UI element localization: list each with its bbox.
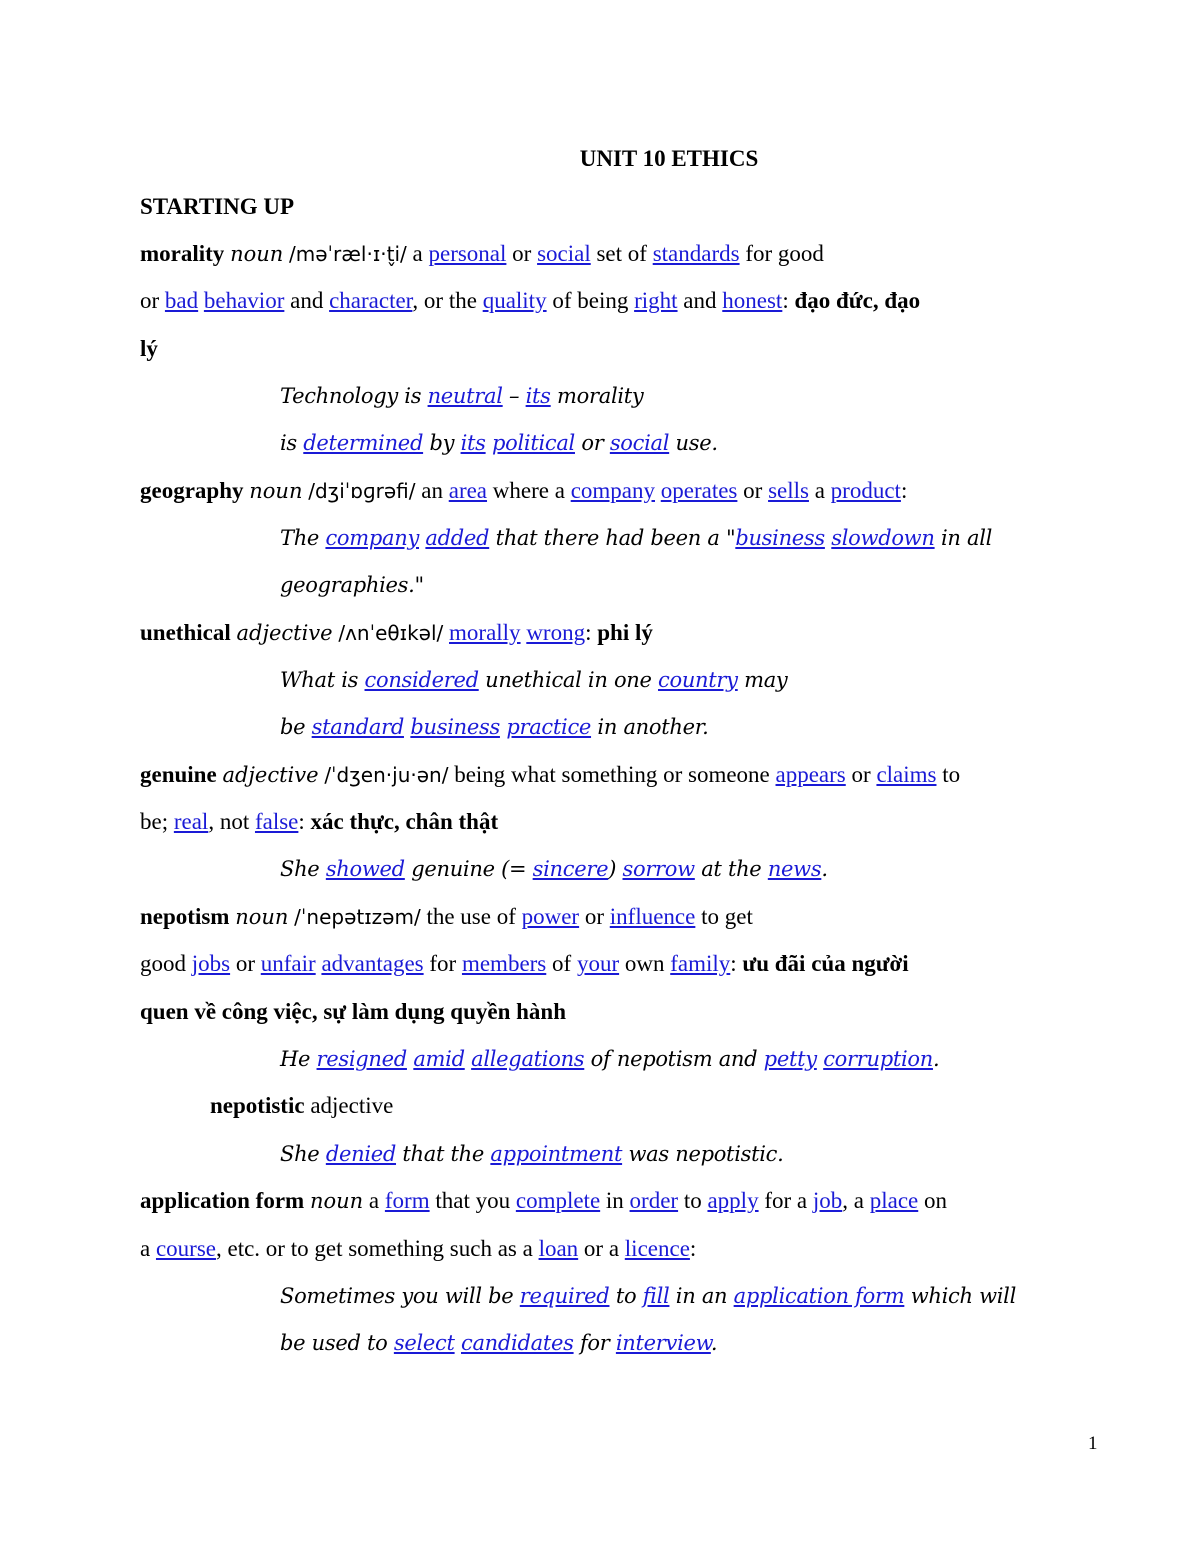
link-candidates[interactable]: candidates — [461, 1331, 574, 1355]
link-job[interactable]: job — [812, 1188, 843, 1213]
link-appears[interactable]: appears — [775, 762, 846, 787]
entry-genuine: genuine adjective /ˈdʒen·ju·ən/ being what something or someone appears or claims to — [140, 762, 961, 787]
link-power[interactable]: power — [521, 904, 580, 929]
link-company[interactable]: company — [570, 478, 655, 503]
link-petty[interactable]: petty — [763, 1047, 817, 1071]
link-business[interactable]: business — [735, 526, 825, 550]
link-false[interactable]: false — [254, 809, 299, 834]
link-standard[interactable]: standard — [311, 715, 404, 739]
entry-application-form-definition-cont: a course, etc. or to get something such as a loan or a licence: — [140, 1236, 697, 1261]
link-honest[interactable]: honest — [722, 288, 783, 313]
entry-nepotism: nepotism noun /ˈnepətɪzəm/ the use of power or influence to get — [140, 904, 753, 929]
entry-morality: morality noun /məˈræl·ɪ·t̬i/ a personal or social set of standards for good — [140, 241, 824, 266]
link-neutral[interactable]: neutral — [427, 384, 503, 408]
page-number: 1 — [1088, 1433, 1098, 1454]
headword: application form — [140, 1188, 305, 1213]
link-interview[interactable]: interview — [615, 1331, 711, 1355]
entry-morality-definition-cont: or bad behavior and character, or the quality of being right and honest: đạo đức, đạo — [140, 288, 921, 313]
example-sentence: What is considered unethical in one country may — [280, 668, 788, 692]
link-allegations[interactable]: allegations — [471, 1047, 585, 1071]
link-complete[interactable]: complete — [515, 1188, 601, 1213]
link-quality[interactable]: quality — [482, 288, 547, 313]
example-sentence: He resigned amid allegations of nepotism and petty corruption. — [280, 1047, 940, 1071]
link-standards[interactable]: standards — [652, 241, 740, 266]
link-practice[interactable]: practice — [506, 715, 592, 739]
part-of-speech: noun — [249, 479, 303, 503]
link-slowdown[interactable]: slowdown — [831, 526, 935, 550]
link-business[interactable]: business — [410, 715, 500, 739]
link-family[interactable]: family — [670, 951, 731, 976]
link-sells[interactable]: sells — [768, 478, 809, 503]
part-of-speech: noun — [309, 1189, 364, 1213]
link-select[interactable]: select — [393, 1331, 455, 1355]
example-sentence: She showed genuine (= sincere) sorrow at the news. — [280, 857, 828, 881]
link-members[interactable]: members — [461, 951, 547, 976]
pronunciation: /məˈræl·ɪ·t̬i/ — [289, 242, 407, 266]
link-considered[interactable]: considered — [364, 668, 479, 692]
derived-part-of-speech: adjective — [310, 1093, 394, 1118]
link-sincere[interactable]: sincere — [532, 857, 609, 881]
link-claims[interactable]: claims — [876, 762, 937, 787]
link-bad[interactable]: bad — [164, 288, 199, 313]
link-jobs[interactable]: jobs — [191, 951, 231, 976]
vietnamese-translation: xác thực, chân thật — [310, 809, 499, 834]
headword: morality — [140, 241, 225, 266]
example-sentence: Sometimes you will be required to fill in an application form which will — [280, 1284, 1017, 1308]
link-place[interactable]: place — [869, 1188, 919, 1213]
entry-genuine-definition-cont: be; real, not false: xác thực, chân thật — [140, 809, 499, 834]
link-advantages[interactable]: advantages — [321, 951, 424, 976]
link-behavior[interactable]: behavior — [203, 288, 285, 313]
vietnamese-translation: ưu đãi của người — [742, 951, 909, 976]
pronunciation: /dʒiˈɒɡrəfi/ — [308, 479, 416, 503]
example-sentence: be standard business practice in another. — [280, 715, 709, 739]
link-order[interactable]: order — [629, 1188, 679, 1213]
link-operates[interactable]: operates — [660, 478, 738, 503]
pronunciation: /ˈnepətɪzəm/ — [294, 905, 421, 929]
pronunciation: /ʌnˈeθɪkəl/ — [338, 621, 444, 645]
link-unfair[interactable]: unfair — [260, 951, 316, 976]
link-licence[interactable]: licence — [624, 1236, 690, 1261]
vietnamese-translation: phi lý — [597, 620, 653, 645]
entry-unethical: unethical adjective /ʌnˈeθɪkəl/ morally wrong: phi lý — [140, 620, 653, 645]
headword: unethical — [140, 620, 231, 645]
link-area[interactable]: area — [448, 478, 488, 503]
link-sorrow[interactable]: sorrow — [622, 857, 695, 881]
link-resigned[interactable]: resigned — [316, 1047, 407, 1071]
derived-headword: nepotistic — [210, 1093, 305, 1118]
example-sentence: geographies." — [280, 573, 424, 597]
link-appointment[interactable]: appointment — [490, 1142, 623, 1166]
example-sentence: is determined by its political or social use. — [280, 431, 718, 455]
headword: nepotism — [140, 904, 230, 929]
entry-nepotism-definition-cont: good jobs or unfair advantages for members of your own family: ưu đãi của người — [140, 951, 909, 976]
link-social[interactable]: social — [609, 431, 670, 455]
section-heading: STARTING UP — [140, 194, 295, 219]
page-title: UNIT 10 ETHICS — [579, 146, 759, 171]
vietnamese-translation-cont: lý — [140, 336, 158, 361]
link-news[interactable]: news — [767, 857, 822, 881]
link-morally[interactable]: morally — [449, 620, 521, 645]
link-amid[interactable]: amid — [413, 1047, 465, 1071]
headword: geography — [140, 478, 244, 503]
link-showed[interactable]: showed — [325, 857, 405, 881]
link-loan[interactable]: loan — [538, 1236, 579, 1261]
link-character[interactable]: character — [329, 288, 413, 313]
part-of-speech: adjective — [236, 621, 333, 645]
link-its[interactable]: its — [460, 431, 486, 455]
link-political[interactable]: political — [492, 431, 575, 455]
link-its[interactable]: its — [525, 384, 551, 408]
entry-application-form: application form noun a form that you complete in order to apply for a job, a place on — [140, 1188, 947, 1213]
link-real[interactable]: real — [173, 809, 209, 834]
example-sentence: be used to select candidates for interview. — [280, 1331, 718, 1355]
link-personal[interactable]: personal — [428, 241, 507, 266]
part-of-speech: adjective — [222, 763, 319, 787]
link-form[interactable]: form — [384, 1188, 430, 1213]
derived-form — [210, 1091, 393, 1121]
pronunciation: /ˈdʒen·ju·ən/ — [324, 763, 449, 787]
example-sentence: She denied that the appointment was nepotistic. — [280, 1142, 784, 1166]
link-product[interactable]: product — [830, 478, 901, 503]
link-right[interactable]: right — [634, 288, 678, 313]
link-determined[interactable]: determined — [303, 431, 424, 455]
vietnamese-translation: đạo đức, đạo — [794, 288, 921, 313]
example-sentence: Technology is neutral – its morality — [280, 384, 644, 408]
link-apply[interactable]: apply — [707, 1188, 759, 1213]
part-of-speech: noun — [235, 905, 289, 929]
link-application-form[interactable]: application form — [733, 1284, 905, 1308]
link-required[interactable]: required — [519, 1284, 610, 1308]
link-course[interactable]: course — [155, 1236, 216, 1261]
link-denied[interactable]: denied — [325, 1142, 397, 1166]
link-added[interactable]: added — [425, 526, 490, 550]
link-fill[interactable]: fill — [642, 1284, 670, 1308]
entry-geography: geography noun /dʒiˈɒɡrəfi/ an area where a company operates or sells a product: — [140, 478, 908, 503]
link-wrong[interactable]: wrong — [526, 620, 586, 645]
part-of-speech: noun — [230, 242, 284, 266]
link-your[interactable]: your — [576, 951, 620, 976]
link-social[interactable]: social — [537, 241, 591, 266]
link-company[interactable]: company — [325, 526, 420, 550]
headword: genuine — [140, 762, 217, 787]
link-influence[interactable]: influence — [609, 904, 696, 929]
link-corruption[interactable]: corruption — [823, 1047, 933, 1071]
link-country[interactable]: country — [658, 668, 738, 692]
vietnamese-translation-cont: quen về công việc, sự làm dụng quyền hành — [140, 999, 566, 1024]
example-sentence: The company added that there had been a "business slowdown in all — [280, 526, 993, 550]
